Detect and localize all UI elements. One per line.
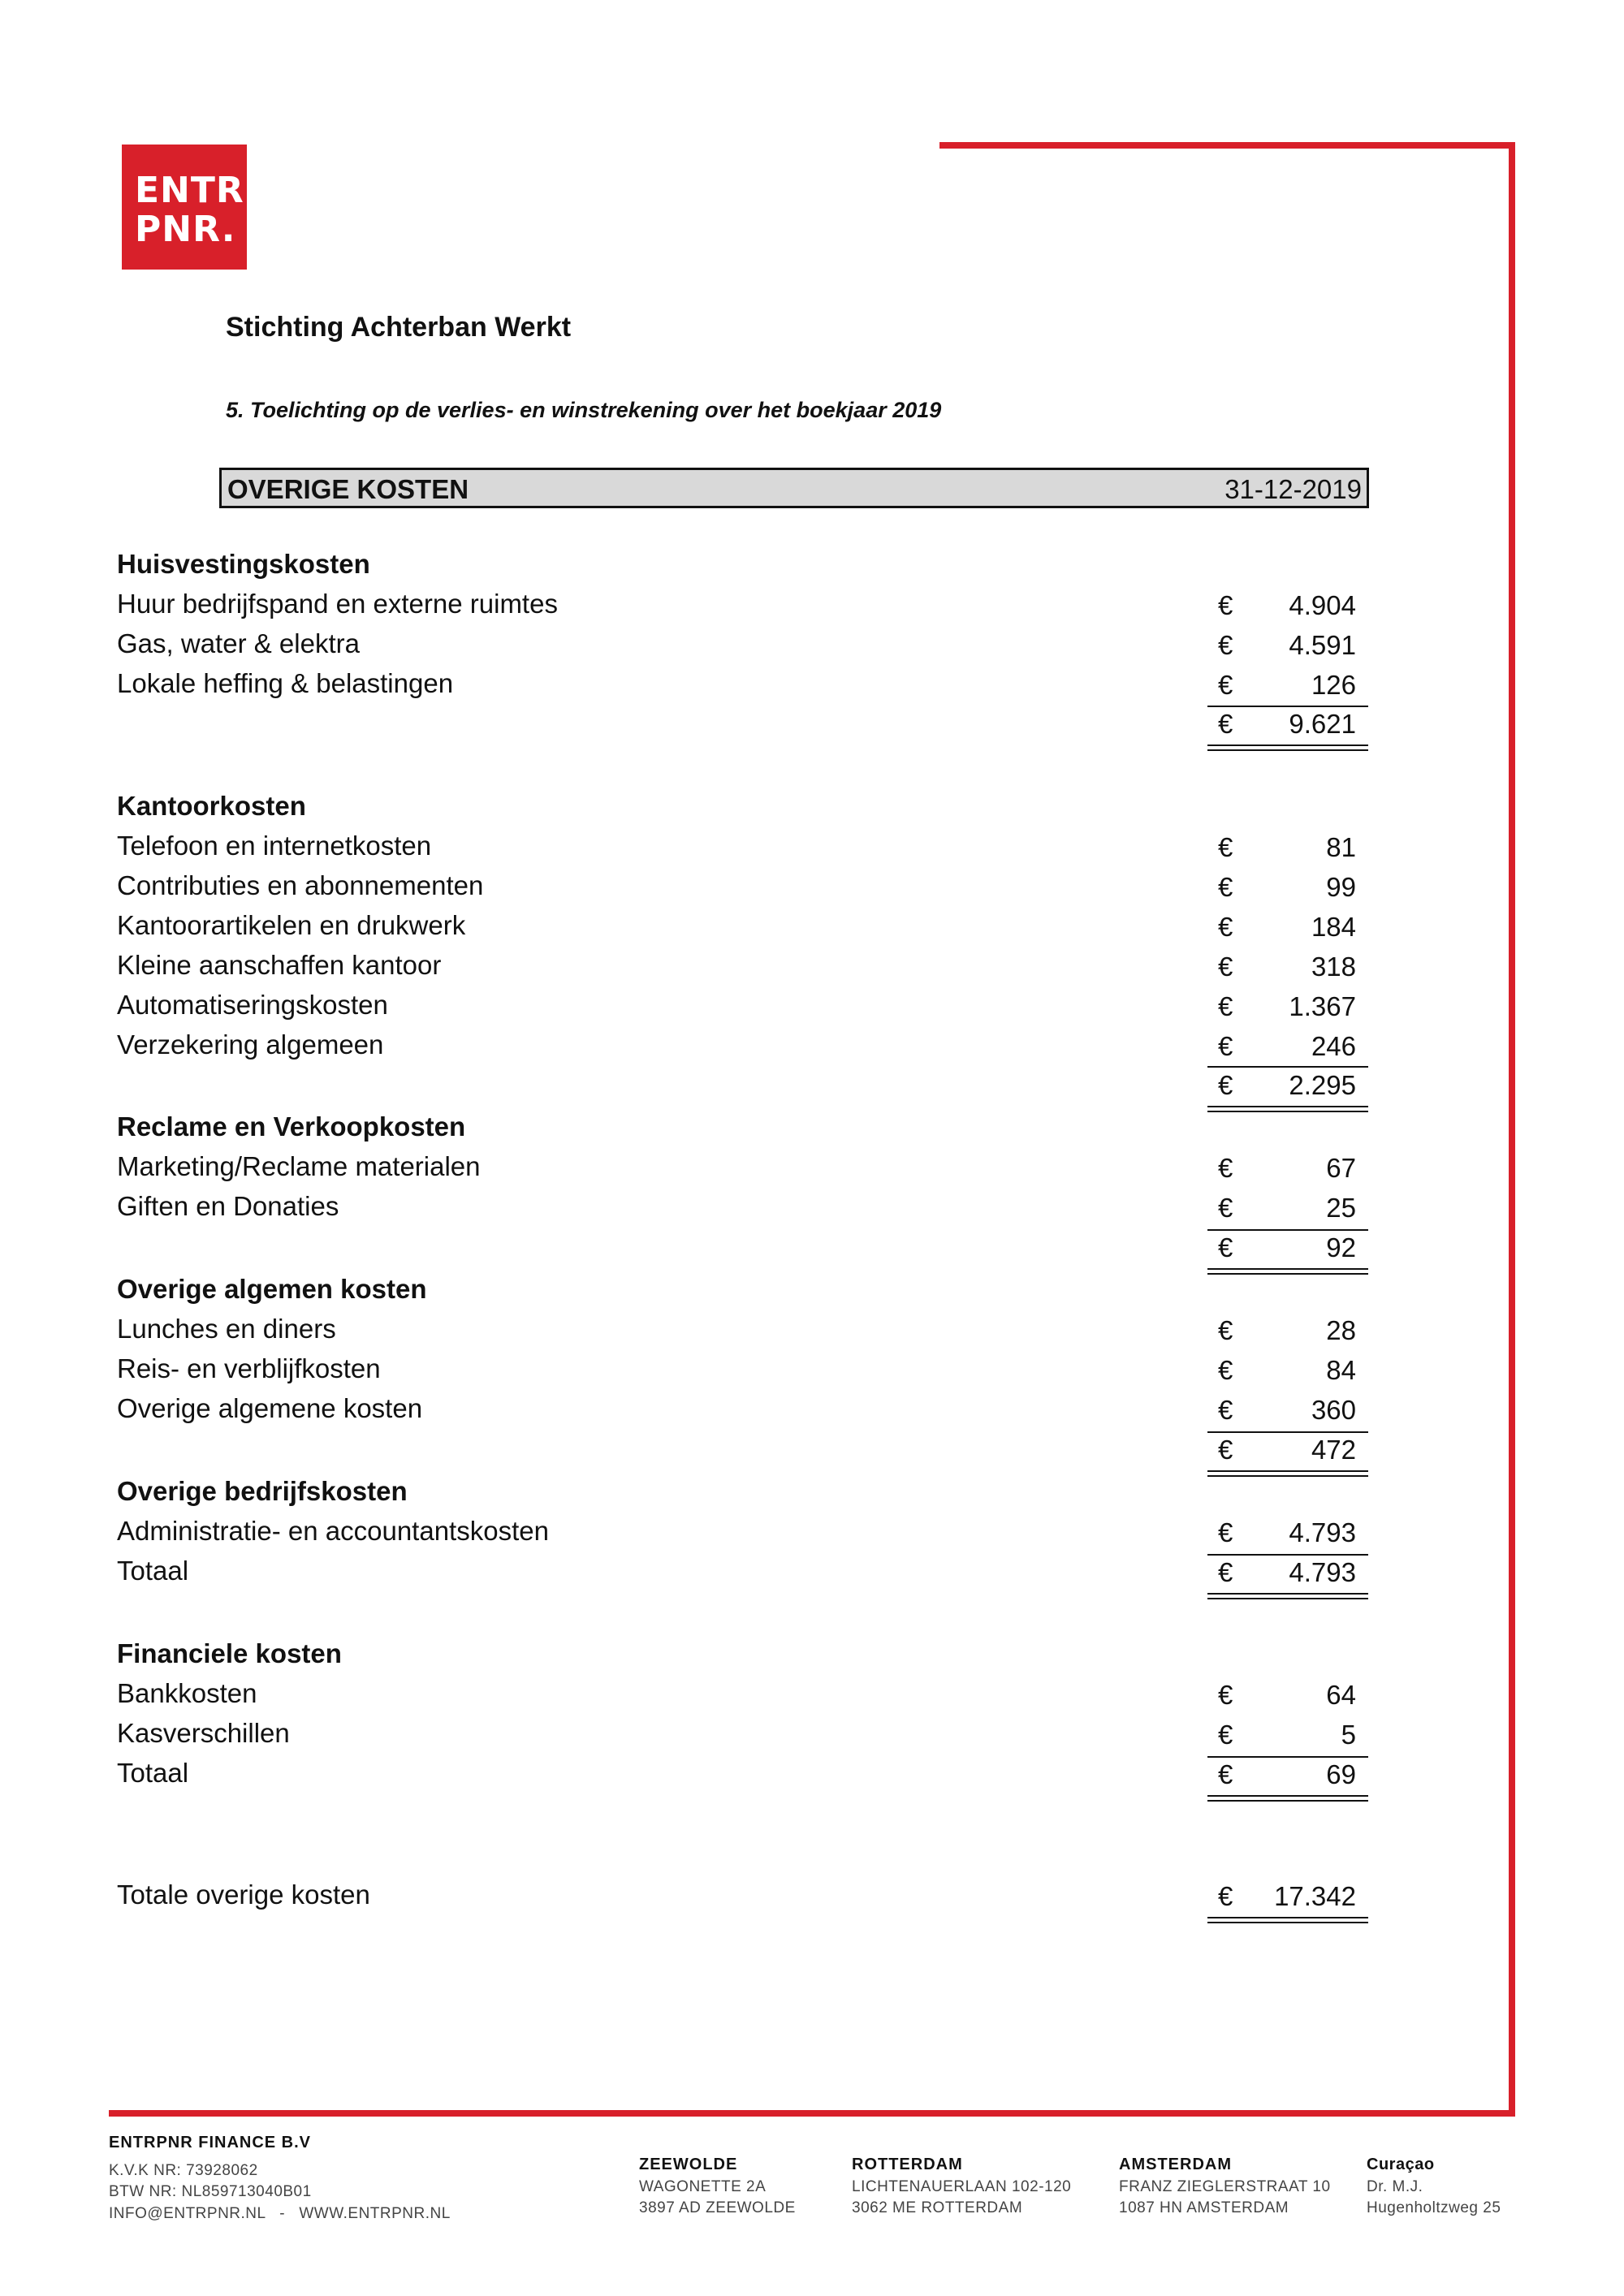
total-double-rule — [1207, 744, 1368, 751]
row-label: Marketing/Reclame materialen — [117, 1151, 481, 1181]
section-title: Huisvestingskosten — [117, 549, 370, 579]
company-logo — [122, 145, 247, 270]
footer-office-address: LICHTENAUERLAAN 102-120 — [852, 2178, 1072, 2195]
table-header — [219, 468, 1369, 508]
section-total-amount: 9.621 — [1289, 709, 1356, 739]
section-title: Kantoorkosten — [117, 791, 306, 821]
section-total-amount: 69 — [1326, 1759, 1356, 1789]
frame-top-border — [939, 142, 1515, 149]
total-label: Totaal — [117, 1556, 189, 1586]
grand-total-amount: 17.342 — [1274, 1881, 1356, 1911]
footer-office-postcode: Hugenholtzweg 25 — [1367, 2199, 1501, 2216]
grand-total-label: Totale overige kosten — [117, 1880, 370, 1910]
row-amount: 4.904 — [1289, 590, 1356, 620]
euro-sign: € — [1218, 1031, 1233, 1061]
row-label: Kasverschillen — [117, 1718, 290, 1748]
euro-sign: € — [1218, 1232, 1233, 1262]
row-label: Kleine aanschaffen kantoor — [117, 950, 442, 980]
row-amount: 318 — [1311, 952, 1356, 982]
row-label: Overige algemene kosten — [117, 1393, 423, 1423]
grand-total-double-rule — [1207, 1917, 1368, 1923]
section-total-amount: 472 — [1311, 1435, 1356, 1465]
footer-office-city: ROTTERDAM — [852, 2156, 963, 2173]
subtotal-rule — [1207, 1756, 1368, 1758]
organization-name: Stichting Achterban Werkt — [226, 312, 572, 343]
euro-sign: € — [1218, 1070, 1233, 1100]
row-amount: 1.367 — [1289, 991, 1356, 1021]
footer-office-postcode: 1087 HN AMSTERDAM — [1119, 2199, 1289, 2216]
euro-sign: € — [1218, 1759, 1233, 1789]
table-header-date: 31-12-2019 — [1224, 474, 1362, 504]
footer-company-name: ENTRPNR FINANCE B.V — [109, 2134, 312, 2151]
section-total-amount: 4.793 — [1289, 1557, 1356, 1587]
euro-sign: € — [1218, 1881, 1233, 1911]
section-title: Overige bedrijfskosten — [117, 1476, 408, 1506]
row-label: Lunches en diners — [117, 1314, 336, 1344]
footer-btw: BTW NR: NL859713040B01 — [109, 2183, 312, 2200]
footer-contact-link[interactable]: INFO@ENTRPNR.NL - WWW.ENTRPNR.NL — [109, 2205, 451, 2222]
table-header-title: OVERIGE KOSTEN — [227, 474, 469, 504]
euro-sign: € — [1218, 991, 1233, 1021]
subtotal-rule — [1207, 1066, 1368, 1068]
row-label: Reis- en verblijfkosten — [117, 1353, 381, 1383]
euro-sign: € — [1218, 872, 1233, 902]
frame-right-border — [1509, 142, 1515, 2117]
footer-office-address: FRANZ ZIEGLERSTRAAT 10 — [1119, 2178, 1331, 2195]
row-amount: 81 — [1326, 832, 1356, 862]
footer-kvk: K.V.K NR: 73928062 — [109, 2162, 258, 2179]
total-double-rule — [1207, 1470, 1368, 1477]
subtotal-rule — [1207, 1229, 1368, 1231]
row-label: Bankkosten — [117, 1678, 257, 1708]
euro-sign: € — [1218, 952, 1233, 982]
euro-sign: € — [1218, 1395, 1233, 1425]
row-amount: 5 — [1341, 1720, 1356, 1750]
footer-office-address: Dr. M.J. — [1367, 2178, 1423, 2195]
footer-office-city: Curaçao — [1367, 2156, 1435, 2173]
row-amount: 28 — [1326, 1315, 1356, 1345]
row-label: Verzekering algemeen — [117, 1029, 384, 1060]
euro-sign: € — [1218, 670, 1233, 700]
row-amount: 360 — [1311, 1395, 1356, 1425]
row-label: Giften en Donaties — [117, 1191, 339, 1221]
row-amount: 99 — [1326, 872, 1356, 902]
row-label: Lokale heffing & belastingen — [117, 668, 454, 698]
row-label: Telefoon en internetkosten — [117, 831, 432, 861]
section-total-amount: 2.295 — [1289, 1070, 1356, 1100]
total-label: Totaal — [117, 1758, 189, 1788]
row-label: Automatiseringskosten — [117, 990, 388, 1020]
row-label: Gas, water & elektra — [117, 628, 360, 658]
section-title: Financiele kosten — [117, 1638, 342, 1668]
frame-bottom-border — [109, 2110, 1515, 2117]
row-amount: 67 — [1326, 1153, 1356, 1183]
row-label: Administratie- en accountantskosten — [117, 1516, 549, 1546]
total-double-rule — [1207, 1268, 1368, 1275]
document-subtitle: 5. Toelichting op de verlies- en winstrekening over het boekjaar 2019 — [226, 398, 942, 422]
row-amount: 4.793 — [1289, 1517, 1356, 1547]
row-label: Contributies en abonnementen — [117, 870, 484, 900]
row-label: Huur bedrijfspand en externe ruimtes — [117, 589, 558, 619]
total-double-rule — [1207, 1593, 1368, 1599]
euro-sign: € — [1218, 630, 1233, 660]
logo-line-1: ENTR — [135, 170, 244, 211]
euro-sign: € — [1218, 832, 1233, 862]
footer-office-postcode: 3062 ME ROTTERDAM — [852, 2199, 1023, 2216]
footer-office-city: AMSTERDAM — [1119, 2156, 1232, 2173]
euro-sign: € — [1218, 1355, 1233, 1385]
subtotal-rule — [1207, 1554, 1368, 1556]
total-double-rule — [1207, 1106, 1368, 1112]
euro-sign: € — [1218, 590, 1233, 620]
euro-sign: € — [1218, 709, 1233, 739]
euro-sign: € — [1218, 1193, 1233, 1223]
euro-sign: € — [1218, 1557, 1233, 1587]
footer-office-city: ZEEWOLDE — [639, 2156, 738, 2173]
row-label: Kantoorartikelen en drukwerk — [117, 910, 466, 940]
footer-office-address: WAGONETTE 2A — [639, 2178, 767, 2195]
row-amount: 246 — [1311, 1031, 1356, 1061]
euro-sign: € — [1218, 1517, 1233, 1547]
euro-sign: € — [1218, 1435, 1233, 1465]
row-amount: 84 — [1326, 1355, 1356, 1385]
total-double-rule — [1207, 1795, 1368, 1802]
footer-office-postcode: 3897 AD ZEEWOLDE — [639, 2199, 796, 2216]
subtotal-rule — [1207, 1431, 1368, 1433]
subtotal-rule — [1207, 706, 1368, 707]
euro-sign: € — [1218, 1315, 1233, 1345]
row-amount: 126 — [1311, 670, 1356, 700]
row-amount: 4.591 — [1289, 630, 1356, 660]
euro-sign: € — [1218, 912, 1233, 942]
section-title: Reclame en Verkoopkosten — [117, 1111, 466, 1142]
row-amount: 64 — [1326, 1680, 1356, 1710]
row-amount: 25 — [1326, 1193, 1356, 1223]
row-amount: 184 — [1311, 912, 1356, 942]
euro-sign: € — [1218, 1720, 1233, 1750]
logo-line-2: PNR. — [135, 209, 236, 250]
section-title: Overige algemen kosten — [117, 1274, 427, 1304]
section-total-amount: 92 — [1326, 1232, 1356, 1262]
euro-sign: € — [1218, 1153, 1233, 1183]
euro-sign: € — [1218, 1680, 1233, 1710]
